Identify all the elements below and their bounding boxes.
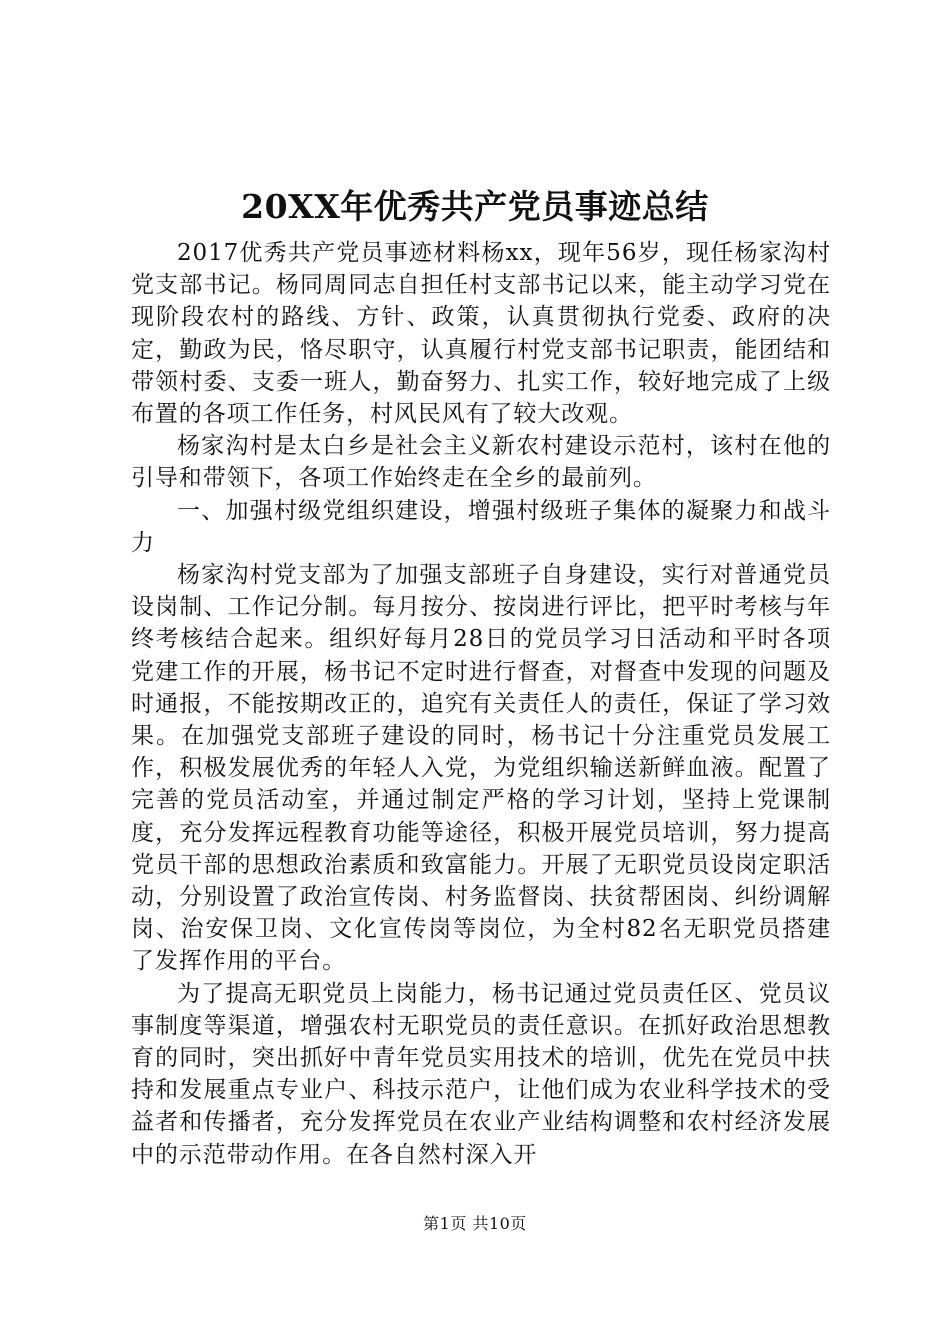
- paragraph: 杨家沟村是太白乡是社会主义新农村建设示范村，该村在他的引导和带领下，各项工作始终走在全乡的最前列。: [131, 433, 831, 492]
- paragraph: 为了提高无职党员上岗能力，杨书记通过党员责任区、党员议事制度等渠道，增强农村无职党员的责任意识。在抓好政治思想教育的同时，突出抓好中青年党员实用技术的培训，优先在党员中扶持和发展重点专业户、科技示范户，让他们成为农业科学技术的受益者和传播者，充分发挥党员在农业产业结构调整和农村经济发展中的示范带动作用。在各自然村深入开: [131, 980, 831, 1168]
- page-footer: [0, 1212, 950, 1236]
- document-title: 20XX年优秀共产党员事迹总结: [241, 187, 709, 226]
- section-heading: 一、加强村级党组织建设，增强村级班子集体的凝聚力和战斗力: [131, 497, 831, 556]
- paragraph: 2017优秀共产党员事迹材料杨xx，现年56岁，现任杨家沟村党支部书记。杨同周同志自担任村支部书记以来，能主动学习党在现阶段农村的路线、方针、政策，认真贯彻执行党委、政府的决定，勤政为民，恪尽职守，认真履行村党支部书记职责，能团结和带领村委、支委一班人，勤奋努力、扎实工作，较好地完成了上级布置的各项工作任务，村风民风有了较大改观。: [131, 240, 831, 428]
- document-body: [131, 237, 831, 1171]
- page-number: 第1页 共10页: [423, 1214, 527, 1233]
- paragraph: 杨家沟村党支部为了加强支部班子自身建设，实行对普通党员设岗制、工作记分制。每月按分、按岗进行评比，把平时考核与年终考核结合起来。组织好每月28日的党员学习日活动和平时各项党建工作的开展，杨书记不定时进行督查，对督查中发现的问题及时通报，不能按期改正的，追究有关责任人的责任，保证了学习效果。在加强党支部班子建设的同时，杨书记十分注重党员发展工作，积极发展优秀的年轻人入党，为党组织输送新鲜血液。配置了完善的党员活动室，并通过制定严格的学习计划，坚持上党课制度，充分发挥远程教育功能等途径，积极开展党员培训，努力提高党员干部的思想政治素质和致富能力。开展了无职党员设岗定职活动，分别设置了政治宣传岗、村务监督岗、扶贫帮困岗、纠纷调解岗、治安保卫岗、文化宣传岗等岗位，为全村82名无职党员搭建了发挥作用的平台。: [131, 562, 831, 975]
